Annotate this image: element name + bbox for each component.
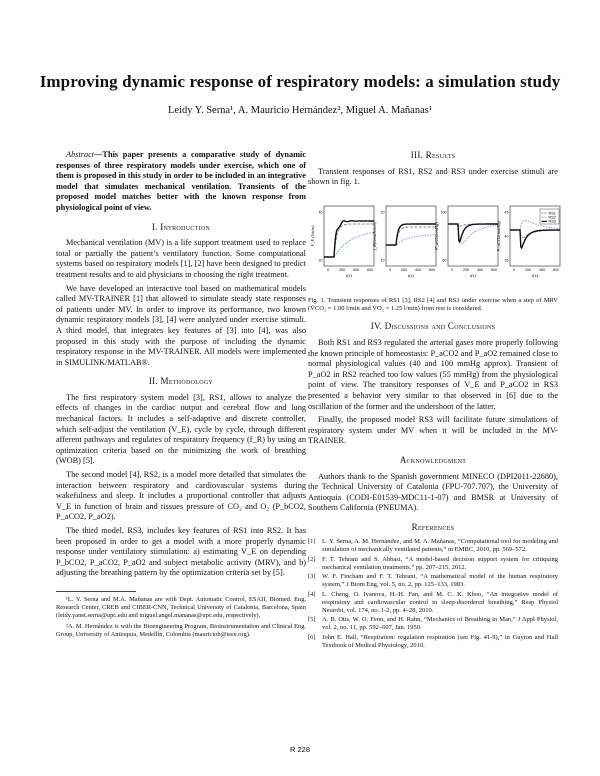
series-line-rs2 <box>324 232 374 257</box>
reference-item <box>308 591 558 615</box>
legend-label: RS3 <box>548 219 556 224</box>
abstract-label: Abstract <box>66 150 95 159</box>
discussion-paragraph-1: Both RS1 and RS3 regulated the arterial gases more properly following the known principle of homeostasis: P_aCO2 and P_aO2 remained close to normal physiological values (40 and 100 mmHg approx). Transient of P_aO2 in RS2 reached too low values (55 mmHg) from the physiological point of view. The transitory responses of V_E and P_aCO2 in RS3 presented a behavior very similar to that observed in [6] due to the oscillation of the former and the undershoot of the latter. <box>308 337 558 411</box>
reference-item <box>308 634 558 650</box>
x-tick-label: 400 <box>477 267 483 272</box>
figure-1 <box>308 194 558 294</box>
method-paragraph-2: The second model [4], RS2, is a model more detailed that simulates the interaction between respiratory and cardiovascular systems during wakefulness and sleep. It includes a proportional controller that adjusts V_E in function of brain and tissues pressure of CO₂ and O₂ (P_bCO2, P_aCO2, P_aO2). <box>56 470 306 522</box>
y-axis-label: V_E (l/min) <box>310 225 315 247</box>
reference-number: [5] <box>308 616 316 624</box>
x-tick-label: 600 <box>553 267 559 272</box>
x-tick-label: 400 <box>353 267 359 272</box>
right-column <box>308 150 558 651</box>
reference-list <box>308 538 558 650</box>
y-tick-label: 40 <box>504 234 509 239</box>
reference-text: John E. Hall, “Respiration: regulation respiration (see Fig. 41-9),” in Guyton and Hall Textbook of Medical Physiology, 2010. <box>322 633 558 649</box>
section-heading-discussion: IV. Discussions and Conclusions <box>370 321 496 332</box>
reference-number: [6] <box>308 633 316 641</box>
y-tick-label: 40 <box>318 210 323 215</box>
reference-text: F. T. Tehrani and S. Abbasi, “A model-based decision support system for critiquing mechanical ventilation treatments,” pp. 207–215, 2012. <box>322 555 558 571</box>
x-tick-label: 600 <box>491 267 497 272</box>
reference-text: L. Cheng, O. Ivanova, H.-H. Fan, and M. C. K. Khoo, “An integrative model of respiratory and cardiovascular control in sleep-disordered breathing,” Resp Physiol Neurobi, vol. 174, no. 1-2, pp. 4–28, 2010. <box>322 590 558 614</box>
x-tick-label: 0 <box>513 267 515 272</box>
x-axis-label: t(s) <box>532 272 538 278</box>
x-axis-label: t(s) <box>408 272 414 278</box>
x-axis-label: t(s) <box>470 272 476 278</box>
reference-item <box>308 616 558 632</box>
method-paragraph-1: The first respiratory system model [3], RS1, allows to analyze the effects of changes in the cardiac output and cerebral flow and lung mechanical factors. It includes a self-adaptive and discrete controller, which self-adjust the ventilation (V_E), cycle by cycle, through different afferent pathways and regulates of respiratory frequency (f_R) by using an optimization criteria based on the minimizing the work of breathing (WOB) [5]. <box>56 392 306 466</box>
series-line-rs1 <box>324 224 374 257</box>
reference-text: W. F. Fincham and F. T. Tehrani, “A mathematical model of the human respiratory system,” J Biom Eng, vol. 5, no. 2, pp. 125–133, 1983. <box>322 573 558 589</box>
series-line-rs2 <box>386 234 436 244</box>
y-tick-label: 10 <box>380 258 385 263</box>
abstract <box>56 150 306 214</box>
y-tick-label: 20 <box>318 258 323 263</box>
reference-item <box>308 573 558 589</box>
reference-number: [1] <box>308 538 316 546</box>
footnote-2: ²A. M. Hernández is with the Bioengineering Program, Bioinstrumentation and Clinical Eng. Group, University of Antioquia, Medellín, Colombia (mauricioh@ieee.org). <box>56 622 306 638</box>
x-tick-label: 0 <box>451 267 453 272</box>
x-tick-label: 600 <box>429 267 435 272</box>
plot-frame <box>448 206 498 266</box>
abstract-text: —This paper presents a comparative study of dynamic responses of three respiratory models under exercise, which one of them is proposed in this study in order to be included in an integrative model that simulates mechanical ventilation. Transients of the proposed model matches better with the known response from physiological point of view. <box>56 150 306 212</box>
plot-frame <box>386 206 436 266</box>
reference-number: [2] <box>308 555 316 563</box>
legend-label: RS1 <box>548 211 556 216</box>
x-tick-label: 0 <box>389 267 391 272</box>
series-line-rs3 <box>324 220 374 256</box>
y-axis-label: P_aO2(mmHg) <box>434 221 439 250</box>
reference-number: [3] <box>308 573 316 581</box>
author-line: Leidy Y. Serna¹, A. Mauricio Hernández², Miguel A. Mañanas¹ <box>167 105 432 116</box>
y-tick-label: 60 <box>442 258 447 263</box>
footnote-1: ¹L. Y. Serna and M.A. Mañanas are with Dept. Automatic Control, ESAII, Biomed. Eng. Research Center, CREB and CIBER-CNN, Technical University of Catalonia, Barcelona, Spain (leidy.yanet.serna@upc.edu and miguel.angel.mananas@upc.edu, respectively). <box>56 595 306 619</box>
figure-1-plots <box>308 194 558 294</box>
reference-item <box>308 556 558 572</box>
series-line-rs2 <box>448 224 498 244</box>
y-tick-label: 35 <box>504 258 509 263</box>
section-heading-methodology: II. Methodology <box>148 376 214 387</box>
paper-title: Improving dynamic response of respiratory models: a simulation study <box>39 72 561 91</box>
x-tick-label: 200 <box>401 267 407 272</box>
page-number: R 228 <box>289 745 310 754</box>
acknowledgment-paragraph: Authors thank to the Spanish government MINECO (DPI2011-22680), the Technical University of Catalonia (FPU-707.707), the University of Antioquia (CODI-E01539-MDC11-1-07) and BMSR at University of Southern California (PNEUMA). <box>308 471 558 513</box>
series-line-rs3 <box>510 230 560 248</box>
x-tick-label: 400 <box>415 267 421 272</box>
reference-text: A. B. Otis, W. O. Fenn, and H. Rahn, “Mechanics of Breathing in Man,” J Appl Physiol, vol. 2, no. 11, pp. 592–607, Jan. 1950. <box>322 616 558 632</box>
x-tick-label: 200 <box>525 267 531 272</box>
results-paragraph: Transient responses of RS1, RS2 and RS3 under exercise stimuli are shown in fig. 1. <box>308 166 558 187</box>
section-heading-results: III. Results <box>410 150 456 160</box>
y-axis-label: P_aCO2(mmHg) <box>496 220 501 252</box>
method-paragraph-3: The third model, RS3, includes key features of RS1 into RS2. It has been proposed in order to get a model with a more properly dynamic response under ventilatory stimulation: a) estimating V_E on depending P_bCO2, P_aCO2, P_aO2 and subject metabolic activity (MRV), and b) adjusting the breathing pattern by the optimization criteria set by [5]. <box>56 526 306 578</box>
y-tick-label: 20 <box>380 210 385 215</box>
discussion-paragraph-2: Finally, the proposed model RS3 will facilitate future simulations of respiratory system under MV when it will be included in the MV-TRAINER. <box>308 415 558 446</box>
intro-paragraph-1: Mechanical ventilation (MV) is a life support treatment used to replace total or partially the patient’s ventilatory function. Some computational systems based on respiratory models [1], [2] have been designed to predict treatment results and to aid physicians in choosing the right treatment. <box>56 238 306 279</box>
left-column <box>56 150 306 642</box>
x-tick-label: 200 <box>339 267 345 272</box>
figure-caption: Fig. 1. Transient responses of RS1 [3], RS2 [4] and RS3 under exercise when a step of MRV (V̇CO₂ = 1.00 l/min and V̇O₂ = 1.25 l/min) from rest is considered. <box>308 296 558 313</box>
y-tick-label: 100 <box>440 210 447 215</box>
y-tick-label: 45 <box>504 210 509 215</box>
x-axis-label: t(s) <box>346 272 352 278</box>
intro-paragraph-2: We have developed an interactive tool based on mathematical models called MV-TRAINER [1] that allowed to simulate steady state responses of patients under MV. In order to improve its performance, two known dynamic respiratory models [3], [4] were analyzed under exercise stimuli. A third model, that integrates key features of [3] into [4], was also proposed in this study with the purpose of including the dynamic respiratory response in the MV-TRAINER. All models were implemented in SIMULINK/MATLAB®. <box>56 283 306 367</box>
x-tick-label: 200 <box>463 267 469 272</box>
reference-number: [4] <box>308 590 316 598</box>
legend-label: RS2 <box>548 215 556 220</box>
reference-item <box>308 538 558 554</box>
section-heading-introduction: I. Introduction <box>151 221 211 232</box>
x-tick-label: 400 <box>539 267 545 272</box>
y-axis-label: f_R(breath/min) <box>372 221 377 251</box>
x-tick-label: 600 <box>367 267 373 272</box>
section-heading-acknowledgment: Acknowledgment <box>399 454 467 465</box>
x-tick-label: 0 <box>327 267 329 272</box>
series-line-rs1 <box>386 227 436 245</box>
reference-text: L. Y. Serna, A. M. Hernández, and M. A. Mañanas, “Computational tool for modeling and simulation of mechanically ventilated patients,” in EMBC, 2010, pp. 569–572. <box>322 538 558 554</box>
section-heading-references: References <box>411 521 455 532</box>
